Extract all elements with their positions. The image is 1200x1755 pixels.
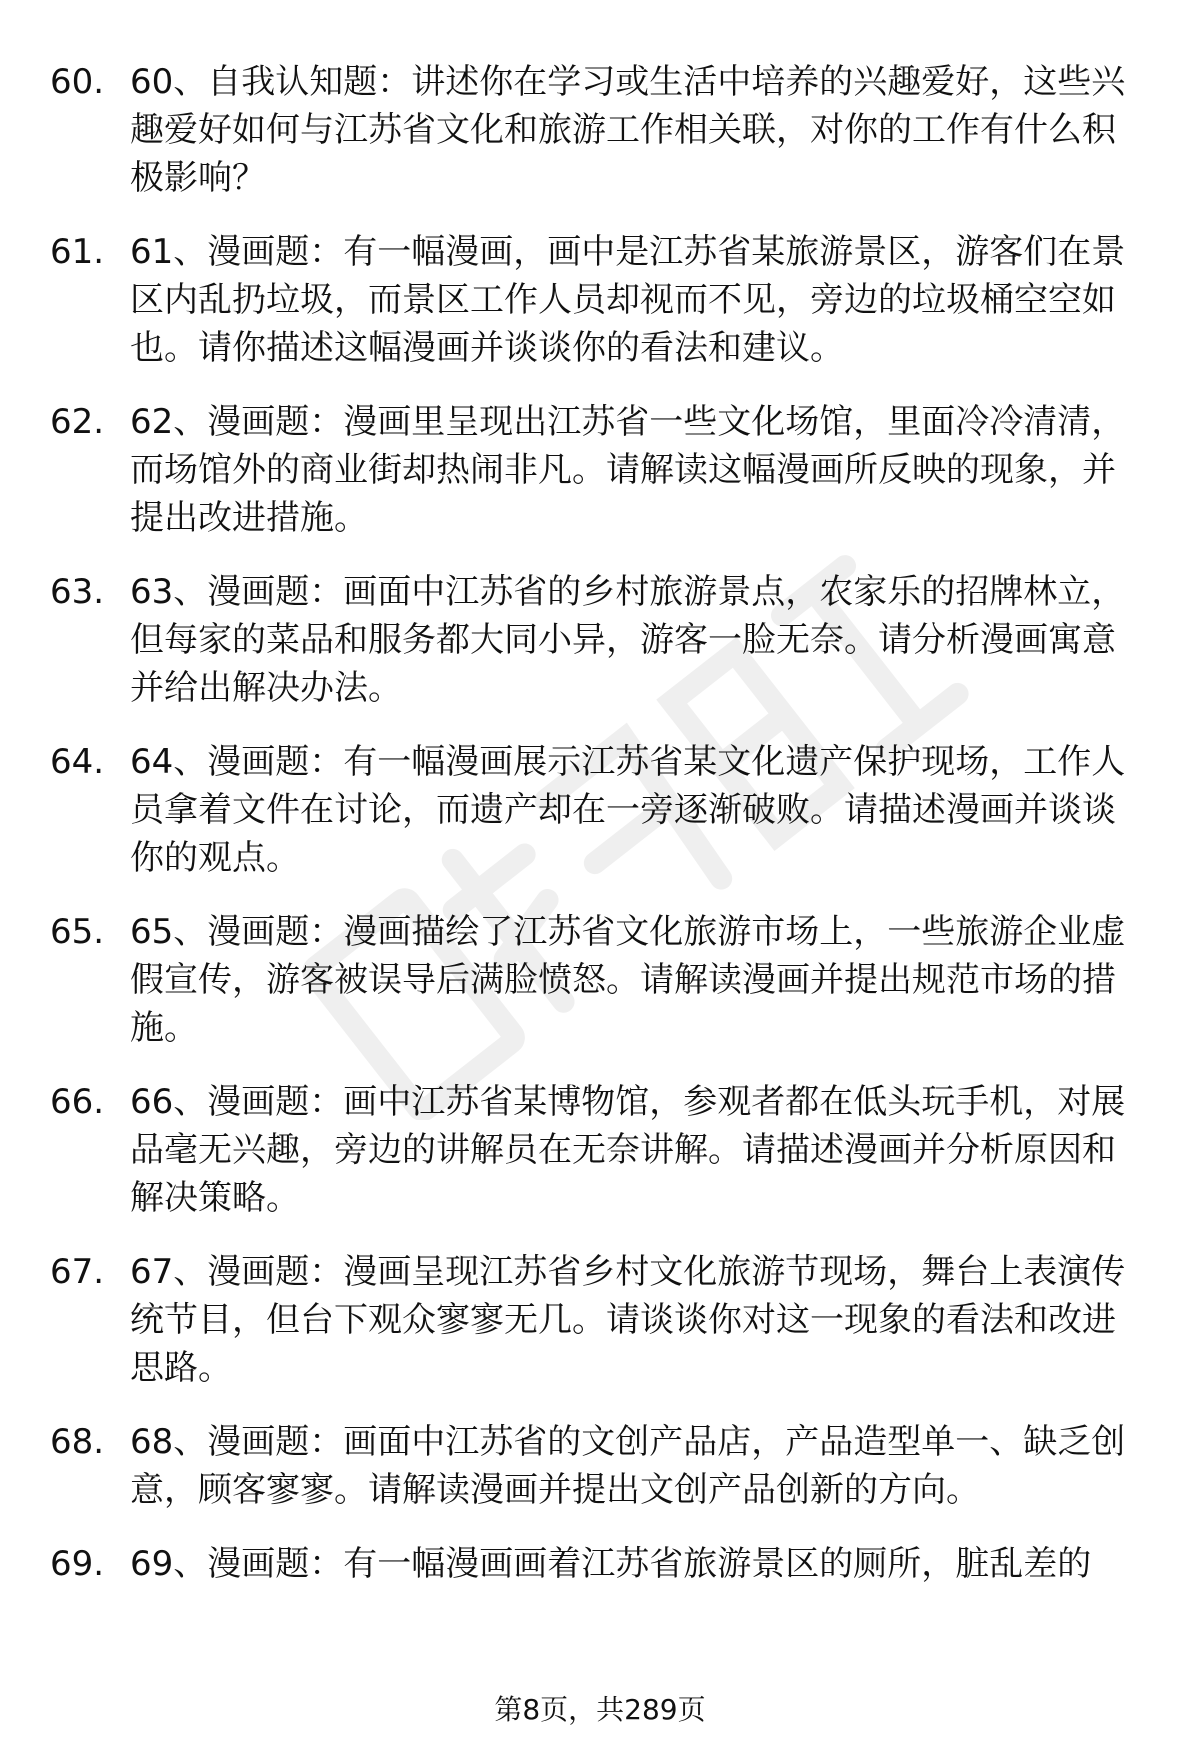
question-text: 66、漫画题：画中江苏省某博物馆，参观者都在低头玩手机，对展品毫无兴趣，旁边的讲解员在无奈讲解。请描述漫画并分析原因和解决策略。 (130, 1082, 1126, 1218)
question-text: 60、自我认知题：讲述你在学习或生活中培养的兴趣爱好，这些兴趣爱好如何与江苏省文化和旅游工作相关联，对你的工作有什么积极影响？ (130, 62, 1126, 198)
question-item (50, 228, 1150, 372)
question-text: 64、漫画题：有一幅漫画展示江苏省某文化遗产保护现场，工作人员拿着文件在讨论，而遗产却在一旁逐渐破败。请描述漫画并谈谈你的观点。 (130, 742, 1126, 878)
question-text: 69、漫画题：有一幅漫画画着江苏省旅游景区的厕所，脏乱差的 (130, 1544, 1092, 1584)
question-item (50, 568, 1150, 712)
question-text: 63、漫画题：画面中江苏省的乡村旅游景点，农家乐的招牌林立，但每家的菜品和服务都大同小异，游客一脸无奈。请分析漫画寓意并给出解决办法。 (130, 572, 1126, 708)
question-number: 60. (50, 62, 105, 102)
question-item (50, 1248, 1150, 1392)
question-item (50, 58, 1150, 202)
question-item (50, 398, 1150, 542)
question-number: 66. (50, 1082, 105, 1122)
question-item (50, 1078, 1150, 1222)
question-number: 69. (50, 1544, 105, 1584)
question-number: 65. (50, 912, 105, 952)
question-number: 61. (50, 232, 105, 272)
question-text: 62、漫画题：漫画里呈现出江苏省一些文化场馆，里面冷冷清清，而场馆外的商业街却热闹非凡。请解读这幅漫画所反映的现象，并提出改进措施。 (130, 402, 1126, 538)
question-item (50, 1540, 1150, 1588)
question-text: 68、漫画题：画面中江苏省的文创产品店，产品造型单一、缺乏创意，顾客寥寥。请解读漫画并提出文创产品创新的方向。 (130, 1422, 1126, 1510)
question-item (50, 908, 1150, 1052)
question-list (50, 58, 1150, 1614)
question-number: 62. (50, 402, 105, 442)
question-number: 63. (50, 572, 105, 612)
question-item (50, 738, 1150, 882)
page-footer: 第8页，共289页 (494, 1693, 706, 1726)
question-number: 67. (50, 1252, 105, 1292)
question-text: 61、漫画题：有一幅漫画，画中是江苏省某旅游景区，游客们在景区内乱扔垃圾，而景区工作人员却视而不见，旁边的垃圾桶空空如也。请你描述这幅漫画并谈谈你的看法和建议。 (130, 232, 1126, 368)
question-number: 68. (50, 1422, 105, 1462)
question-text: 67、漫画题：漫画呈现江苏省乡村文化旅游节现场，舞台上表演传统节目，但台下观众寥寥无几。请谈谈你对这一现象的看法和改进思路。 (130, 1252, 1126, 1388)
question-text: 65、漫画题：漫画描绘了江苏省文化旅游市场上，一些旅游企业虚假宣传，游客被误导后满脸愤怒。请解读漫画并提出规范市场的措施。 (130, 912, 1126, 1048)
question-number: 64. (50, 742, 105, 782)
question-item (50, 1418, 1150, 1514)
